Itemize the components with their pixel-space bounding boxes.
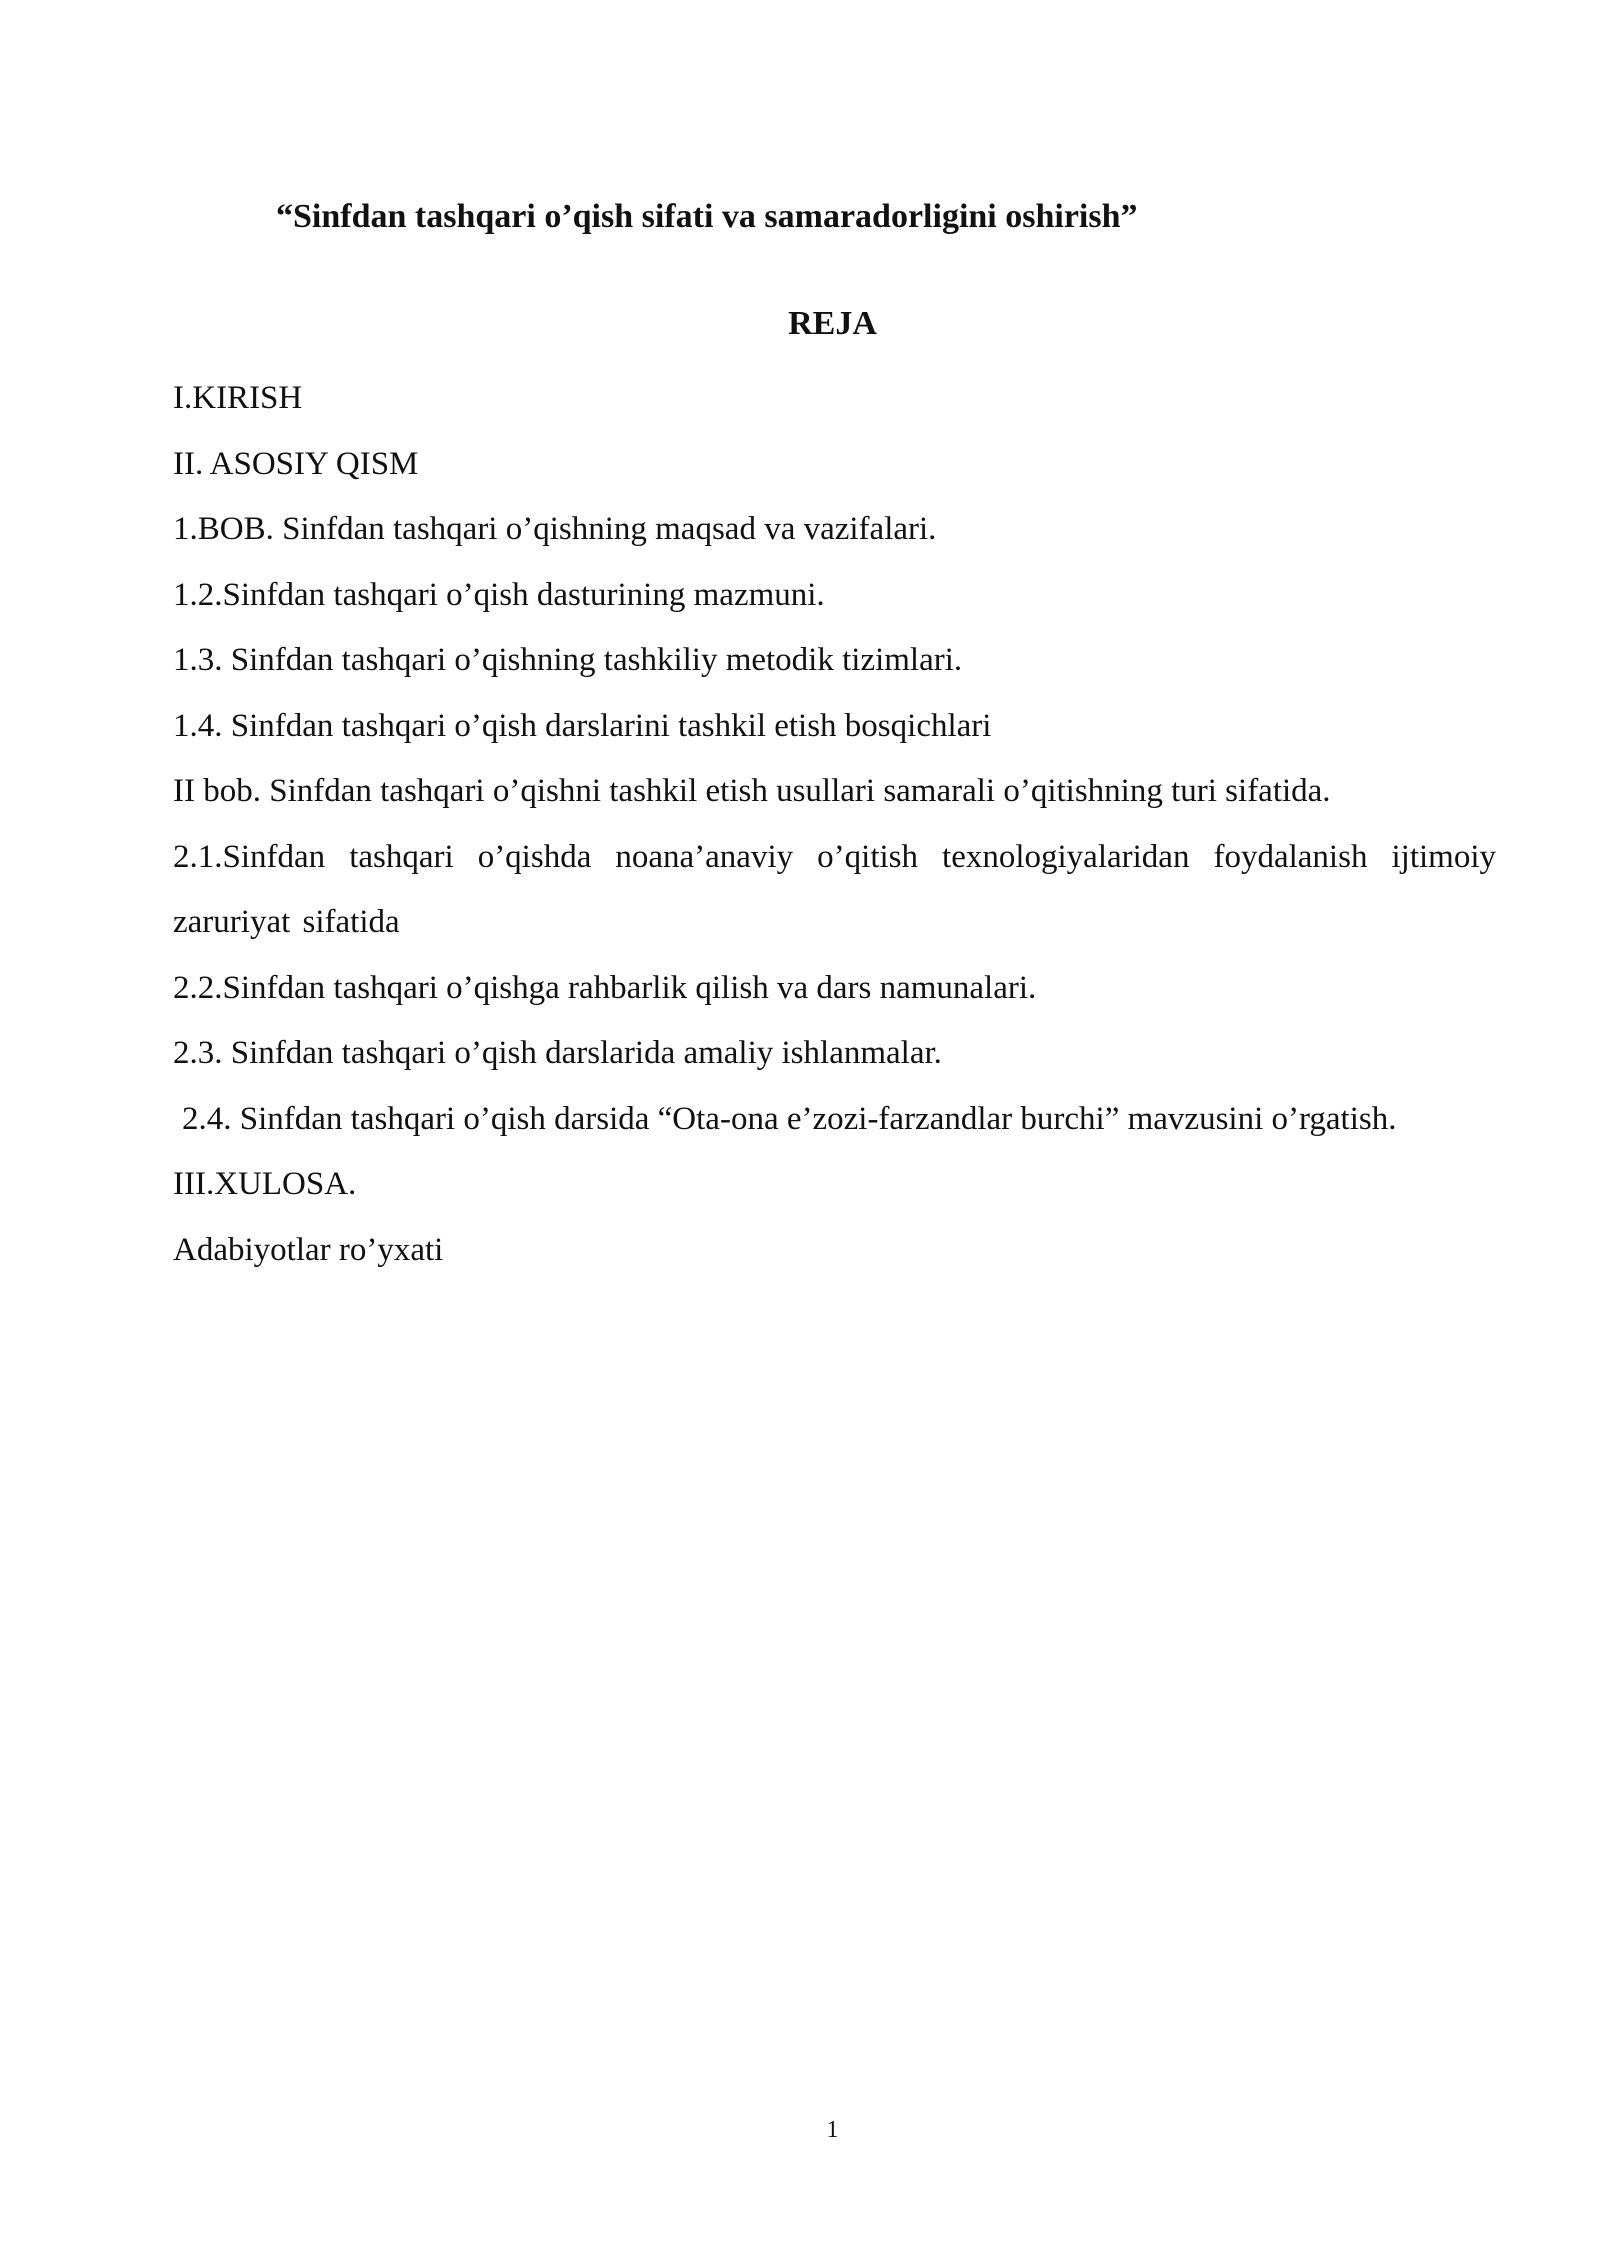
plan-item-kirish: I.KIRISH (173, 380, 303, 416)
page-number: 1 (826, 2117, 839, 2143)
plan-item-1-2: 1.2.Sinfdan tashqari o’qish dasturining mazmuni. (173, 576, 825, 613)
document-title: “Sinfdan tashqari o’qish sifati va samaradorligini oshirish” (276, 198, 1138, 235)
plan-item-2-2: 2.2.Sinfdan tashqari o’qishga rahbarlik qilish va dars namunalari. (173, 969, 1037, 1006)
plan-item-adabiyotlar: Adabiyotlar ro’yxati (173, 1231, 444, 1268)
plan-item-asosiy-qism: II. ASOSIY QISM (173, 445, 419, 482)
plan-item-2-3: 2.3. Sinfdan tashqari o’qish darslarida amaliy ishlanmalar. (173, 1035, 942, 1071)
plan-item-1-4: 1.4. Sinfdan tashqari o’qish darslarini tashkil etish bosqichlari (173, 707, 992, 744)
plan-item-2-1: 2.1.Sinfdan tashqari o’qishda noana’anaviy o’qitish texnologiyalaridan foydalanish ijtimoiy zaruriyat sifatida (173, 838, 1496, 940)
plan-item-1-3: 1.3. Sinfdan tashqari o’qishning tashkiliy metodik tizimlari. (173, 642, 963, 678)
plan-item-2-bob: II bob. Sinfdan tashqari o’qishni tashkil etish usullari samarali o’qitishning turi sifatida. (173, 773, 1331, 809)
plan-item-1-bob: 1.BOB. Sinfdan tashqari o’qishning maqsad va vazifalari. (173, 511, 937, 547)
plan-heading: REJA (788, 305, 877, 342)
plan-item-xulosa: III.XULOSA. (173, 1166, 357, 1202)
plan-item-2-4: 2.4. Sinfdan tashqari o’qish darsida “Ota-ona e’zozi-farzandlar burchi” mavzusini o’rgatish. (182, 1100, 1397, 1137)
plan-list (173, 366, 1496, 1283)
